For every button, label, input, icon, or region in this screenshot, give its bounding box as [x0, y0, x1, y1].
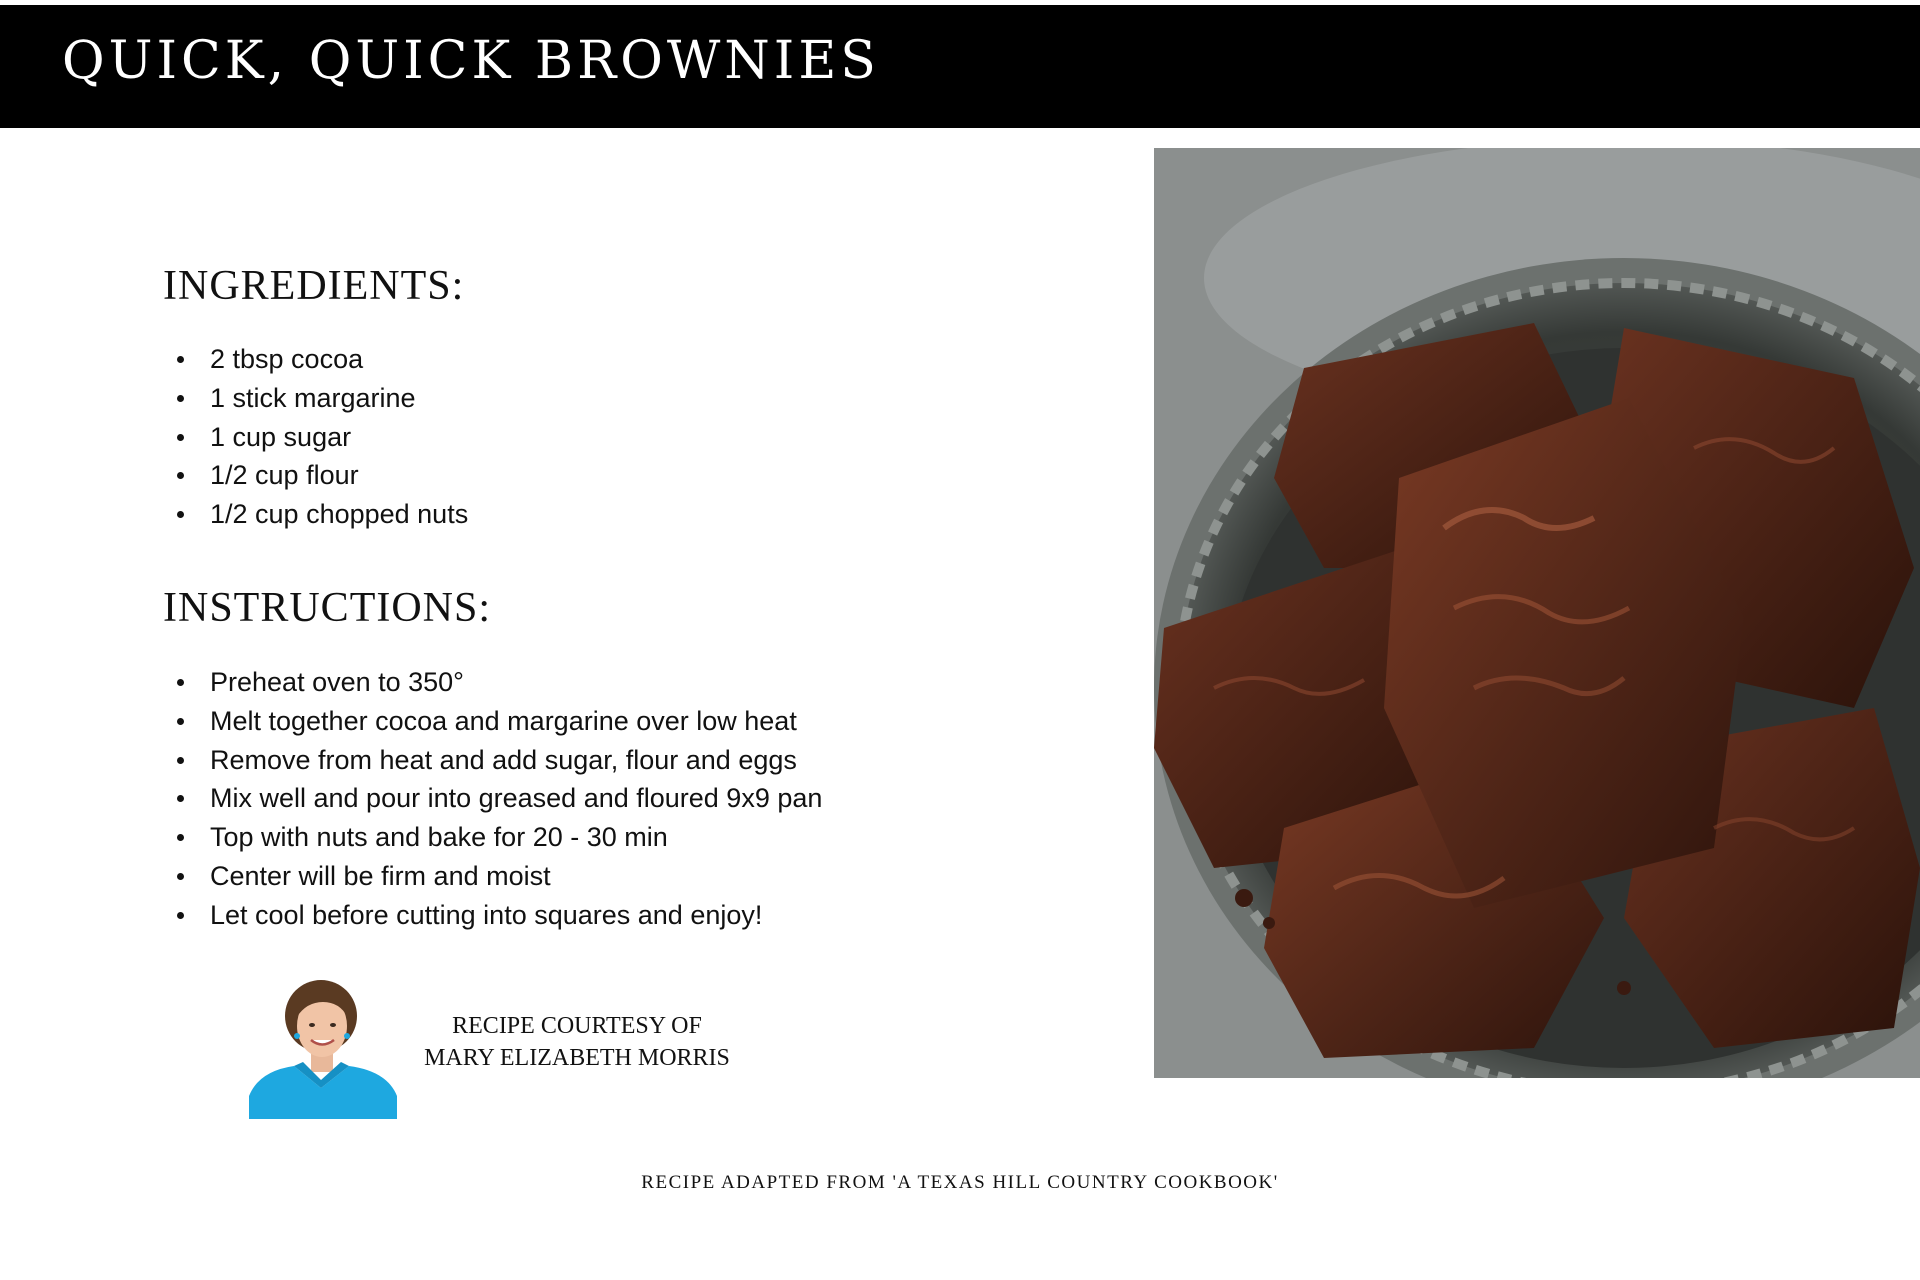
- instruction-item: [163, 857, 822, 896]
- instruction-item: [163, 663, 822, 702]
- bullet-dot-icon: [177, 356, 184, 363]
- instruction-text: Preheat oven to 350°: [210, 667, 464, 697]
- ingredients-list: [163, 340, 468, 534]
- ingredient-text: 2 tbsp cocoa: [210, 344, 364, 374]
- title-bar: [0, 5, 1920, 128]
- bullet-dot-icon: [177, 834, 184, 841]
- instruction-text: Melt together cocoa and margarine over low heat: [210, 705, 797, 736]
- instruction-item: [163, 779, 822, 818]
- bullet-dot-icon: [177, 679, 184, 686]
- ingredient-text: 1/2 cup flour: [210, 460, 359, 491]
- page-title: QUICK, QUICK BROWNIES: [62, 31, 880, 91]
- bullet-dot-icon: [177, 718, 184, 725]
- instruction-text: Center will be firm and moist: [210, 860, 551, 891]
- instruction-item: [163, 702, 822, 741]
- bullet-dot-icon: [177, 757, 184, 764]
- bullet-dot-icon: [177, 511, 184, 518]
- instruction-text: Let cool before cutting into squares and enjoy!: [210, 899, 763, 930]
- instructions-heading: INSTRUCTIONS:: [163, 585, 492, 631]
- bullet-dot-icon: [177, 873, 184, 880]
- instruction-text: Mix well and pour into greased and floured 9x9 pan: [210, 783, 823, 814]
- ingredient-text: 1 cup sugar: [210, 421, 352, 452]
- ingredients-heading: INGREDIENTS:: [163, 263, 465, 309]
- ingredient-item: [163, 495, 468, 534]
- author-avatar: [249, 976, 397, 1119]
- author-portrait: [249, 976, 397, 1119]
- bullet-dot-icon: [177, 434, 184, 441]
- instruction-text: Remove from heat and add sugar, flour and eggs: [210, 744, 797, 775]
- credit-author-name: MARY ELIZABETH MORRIS: [424, 1045, 730, 1071]
- instruction-item: [163, 818, 822, 857]
- bullet-dot-icon: [177, 795, 184, 802]
- ingredient-item: [163, 379, 468, 418]
- recipe-credit: [415, 1010, 739, 1074]
- ingredient-item: [163, 340, 468, 379]
- credit-line-1: RECIPE COURTESY OF: [452, 1013, 702, 1039]
- brownie-photo: [1154, 148, 1920, 1078]
- ingredient-text: 1/2 cup chopped nuts: [210, 499, 469, 530]
- instruction-item: [163, 896, 822, 935]
- ingredient-item: [163, 418, 468, 457]
- instruction-item: [163, 741, 822, 780]
- ingredient-item: [163, 456, 468, 495]
- ingredient-text: 1 stick margarine: [210, 382, 416, 413]
- bullet-dot-icon: [177, 472, 184, 479]
- brownie-photo-illustration: [1154, 148, 1920, 1078]
- instruction-text: Top with nuts and bake for 20 - 30 min: [210, 822, 668, 853]
- source-note: RECIPE ADAPTED FROM 'A TEXAS HILL COUNTRY COOKBOOK': [641, 1172, 1279, 1193]
- instructions-list: [163, 663, 822, 935]
- bullet-dot-icon: [177, 395, 184, 402]
- bullet-dot-icon: [177, 912, 184, 919]
